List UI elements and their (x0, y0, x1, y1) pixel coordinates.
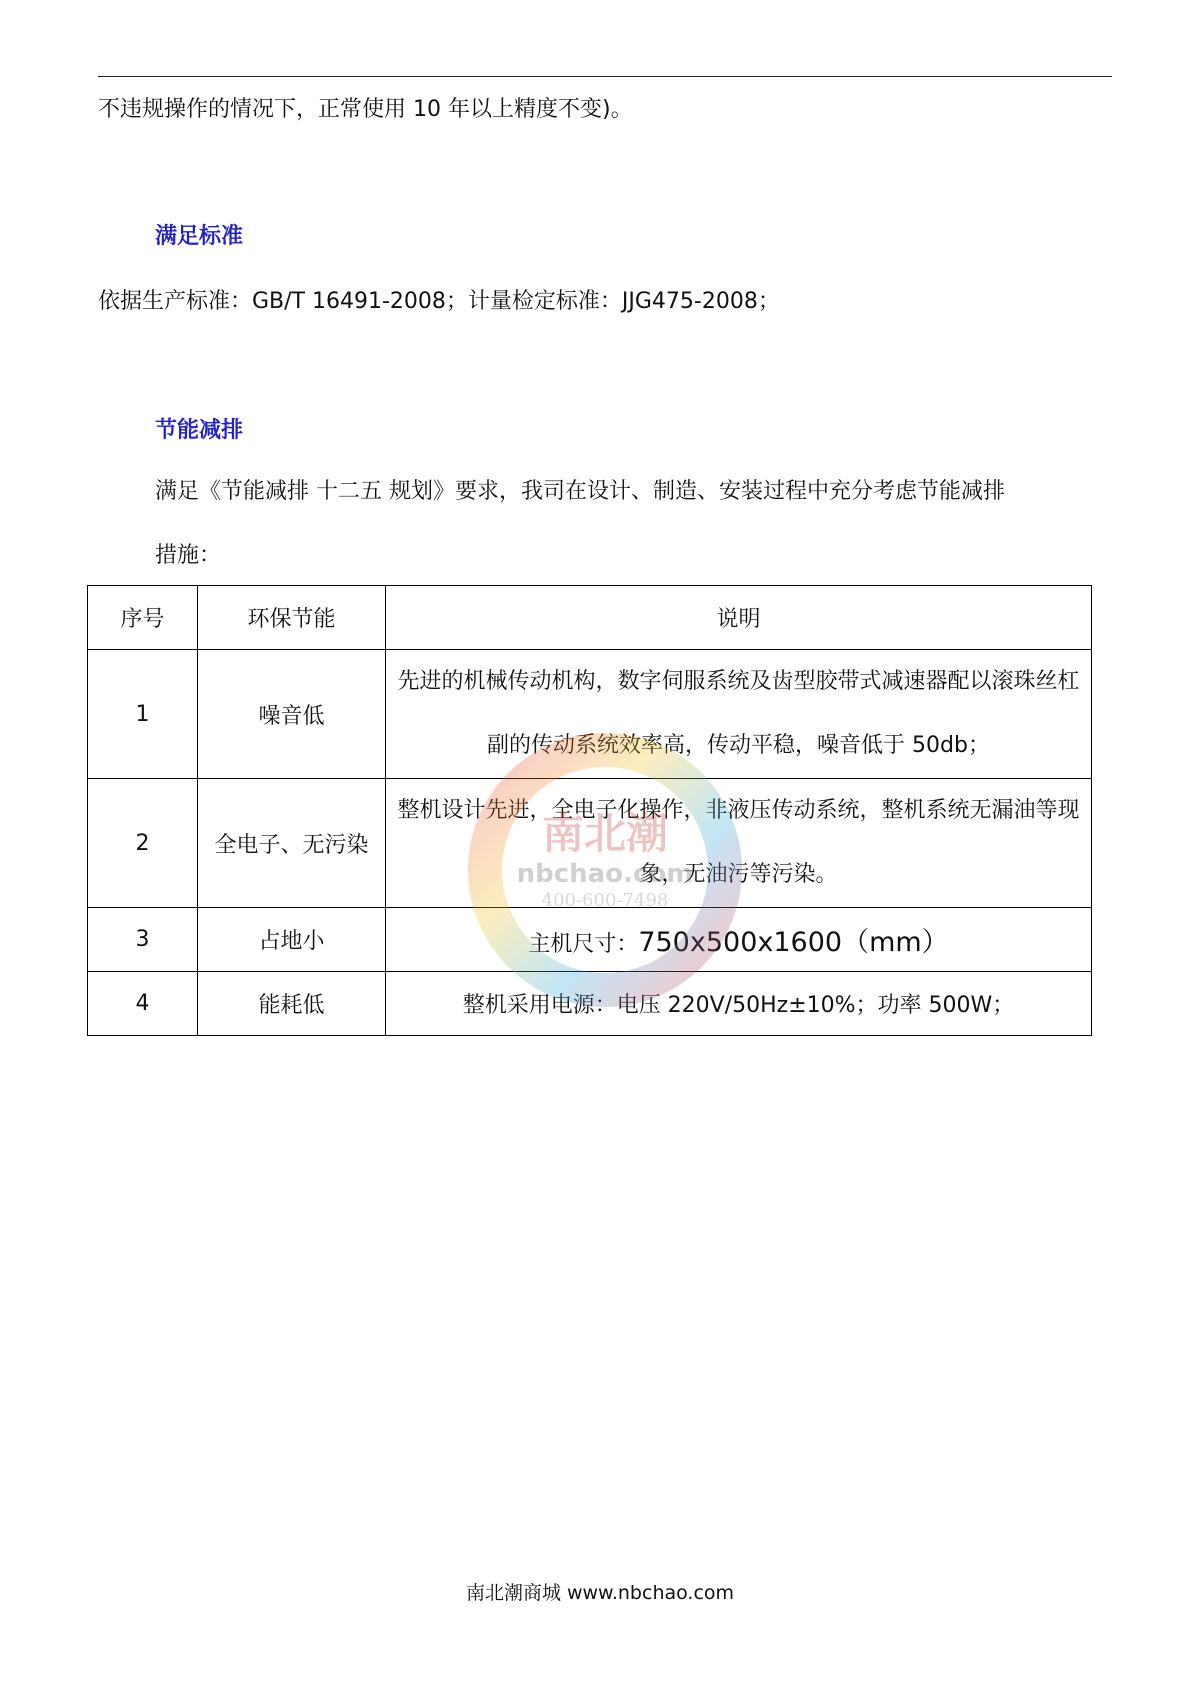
table-row (88, 972, 1092, 1036)
table-row (88, 908, 1092, 972)
cell-item: 占地小 (198, 908, 386, 972)
watermark-cn: 南北潮 (541, 809, 669, 858)
cell-item: 噪音低 (198, 650, 386, 779)
cell-desc (386, 908, 1092, 972)
desc-dimension: 750x500x1600（mm） (638, 927, 949, 958)
table-row (88, 650, 1092, 779)
section-heading-energy: 节能减排 (155, 418, 244, 443)
cell-no: 3 (88, 908, 198, 972)
header-rule (98, 76, 1112, 77)
watermark-en: nbchao.com (516, 859, 694, 889)
watermark-phone: 400-600-7498 (541, 890, 669, 911)
cell-no: 2 (88, 779, 198, 908)
continued-paragraph: 不违规操作的情况下，正常使用 10 年以上精度不变)。 (98, 97, 633, 122)
cell-no: 4 (88, 972, 198, 1036)
section-heading-standards: 满足标准 (155, 224, 244, 249)
energy-saving-table (87, 585, 1092, 1036)
standards-text: 依据生产标准：GB/T 16491-2008；计量检定标准：JJG475-2008； (98, 289, 780, 314)
header-item: 环保节能 (198, 586, 386, 650)
header-desc: 说明 (386, 586, 1092, 650)
cell-item: 全电子、无污染 (198, 779, 386, 908)
energy-text-line-2: 措施： (155, 543, 222, 568)
desc-prefix: 主机尺寸： (528, 932, 639, 957)
cell-desc: 整机设计先进，全电子化操作，非液压传动系统，整机系统无漏油等现象，无油污等污染。 (386, 779, 1092, 908)
cell-desc: 先进的机械传动机构，数字伺服系统及齿型胶带式减速器配以滚珠丝杠副的传动系统效率高，传动平稳，噪音低于 50db； (386, 650, 1092, 779)
page-footer: 南北潮商城 www.nbchao.com (465, 1582, 735, 1604)
cell-no: 1 (88, 650, 198, 779)
energy-text-line-1: 满足《节能减排 十二五 规划》要求，我司在设计、制造、安装过程中充分考虑节能减排 (155, 479, 1005, 504)
table-row (88, 779, 1092, 908)
table-header-row (88, 586, 1092, 650)
cell-desc: 整机采用电源：电压 220V/50Hz±10%；功率 500W； (386, 972, 1092, 1036)
header-no: 序号 (88, 586, 198, 650)
cell-item: 能耗低 (198, 972, 386, 1036)
